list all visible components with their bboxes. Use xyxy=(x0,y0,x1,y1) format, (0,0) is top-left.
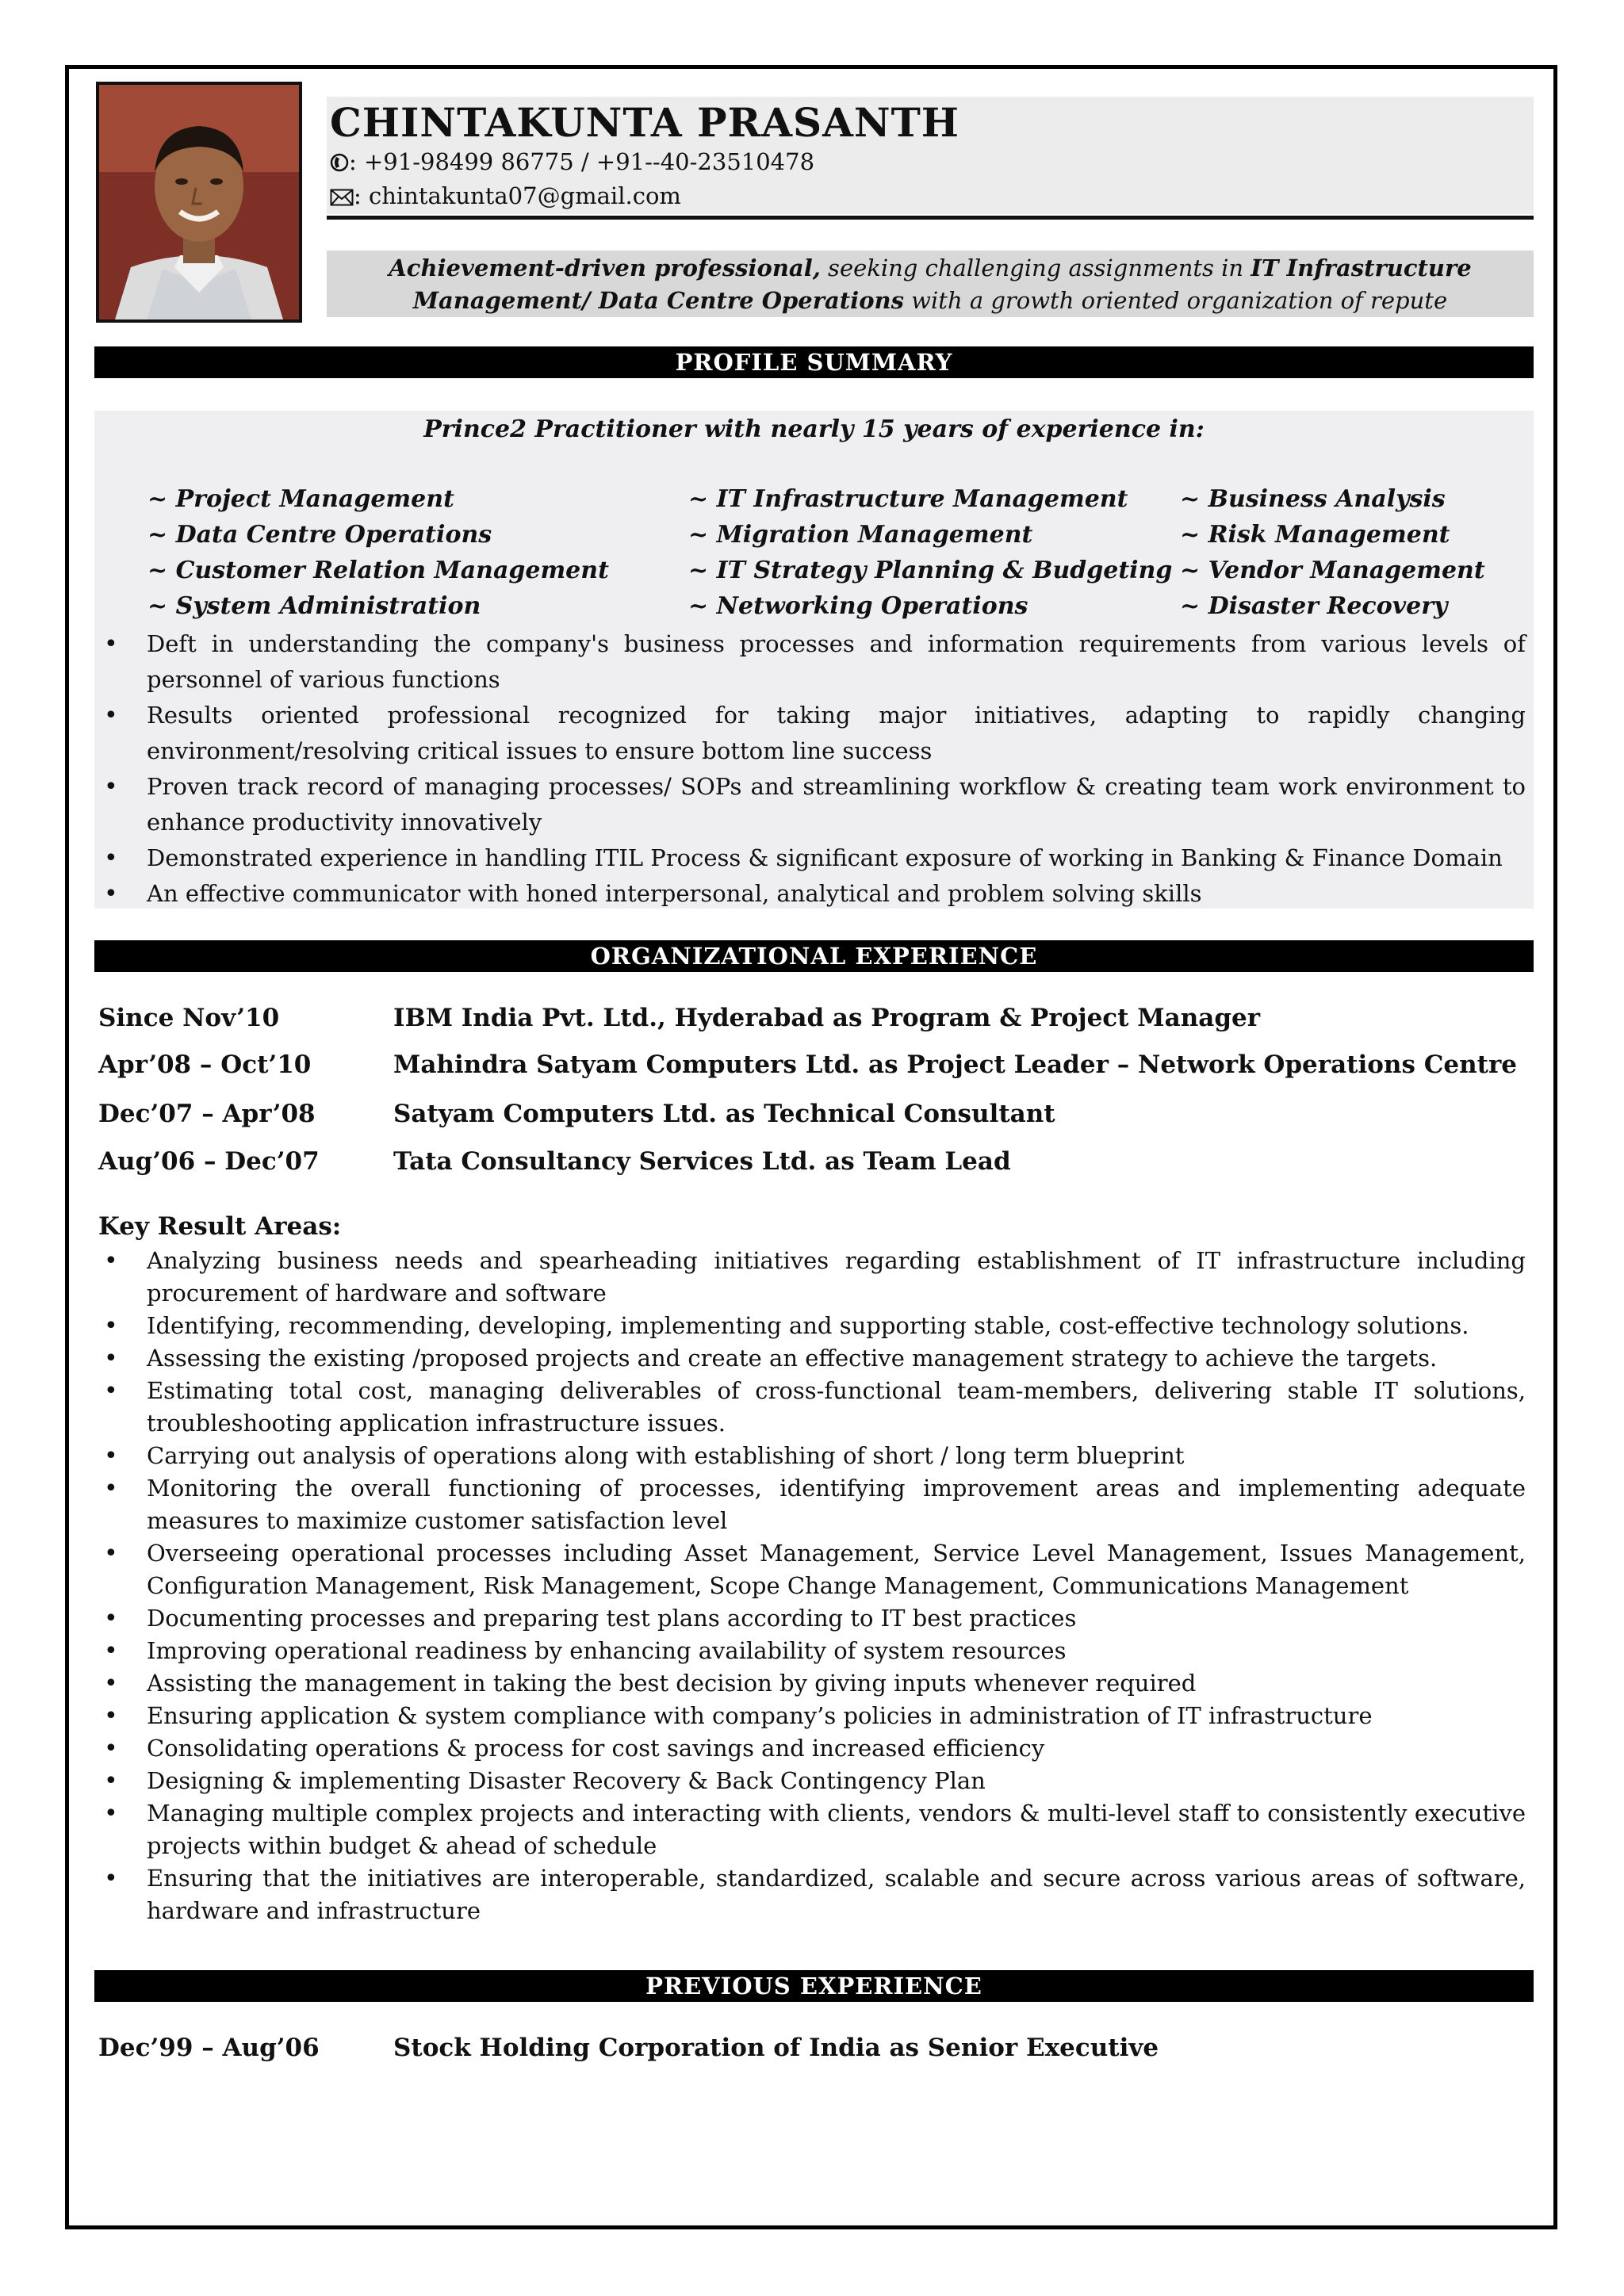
career-objective xyxy=(327,251,1534,317)
objective-text-2: with a growth oriented organization of repute xyxy=(903,287,1448,314)
profile-summary-bullets xyxy=(94,626,1534,912)
list-item: • Proven track record of managing processes/ SOPs and streamlining workflow & creating team work environment to enhance productivity innovatively xyxy=(94,769,1534,840)
experience-entry xyxy=(98,1050,1518,1079)
email-address[interactable]: : chintakunta07@gmail.com xyxy=(354,182,681,209)
list-item: • Assisting the management in taking the best decision by giving inputs whenever required xyxy=(94,1667,1534,1700)
objective-bold-3: Management/ Data Centre Operations xyxy=(412,287,904,314)
skill-item: ~ Project Management xyxy=(147,485,454,513)
skill-item: ~ Risk Management xyxy=(1180,521,1450,549)
experience-period: Since Nov’10 xyxy=(98,1004,280,1032)
experience-period: Aug’06 – Dec’07 xyxy=(98,1147,320,1176)
experience-role: Tata Consultancy Services Ltd. as Team Lead xyxy=(393,1147,1011,1176)
list-item: • Managing multiple complex projects and interacting with clients, vendors & multi-level staff to consistently executive projects within budget & ahead of schedule xyxy=(94,1797,1534,1862)
phone-icon xyxy=(330,151,349,178)
experience-period: Dec’07 – Apr’08 xyxy=(98,1100,316,1128)
objective-bold-2: IT Infrastructure xyxy=(1251,254,1472,281)
list-item: • Monitoring the overall functioning of processes, identifying improvement areas and implementing adequate measures to maximize customer satisfaction level xyxy=(94,1472,1534,1537)
envelope-icon xyxy=(330,185,354,212)
experience-period: Dec’99 – Aug’06 xyxy=(98,2034,320,2062)
list-item: • Consolidating operations & process for cost savings and increased efficiency xyxy=(94,1732,1534,1765)
profile-intro: Prince2 Practitioner with nearly 15 years of experience in: xyxy=(423,415,1205,443)
skill-item: ~ Customer Relation Management xyxy=(147,557,609,584)
skill-item: ~ IT Infrastructure Management xyxy=(688,485,1128,513)
experience-entry xyxy=(98,1004,1261,1032)
list-item: • Carrying out analysis of operations along with establishing of short / long term blueprint xyxy=(94,1440,1534,1472)
email-line xyxy=(330,182,681,212)
list-item: • Analyzing business needs and spearheading initiatives regarding establishment of IT infrastructure including procurement of hardware and software xyxy=(94,1245,1534,1310)
list-item: • Ensuring application & system compliance with company’s policies in administration of IT infrastructure xyxy=(94,1700,1534,1732)
skill-item: ~ System Administration xyxy=(147,592,481,620)
skill-item: ~ Networking Operations xyxy=(688,592,1028,620)
header-divider xyxy=(327,216,1534,220)
skill-item: ~ IT Strategy Planning & Budgeting xyxy=(688,557,1173,584)
key-result-areas-list xyxy=(94,1245,1534,1927)
profile-photo xyxy=(96,82,302,323)
list-item: • Demonstrated experience in handling ITIL Process & significant exposure of working in Banking & Finance Domain xyxy=(94,840,1534,876)
skill-item: ~ Vendor Management xyxy=(1180,557,1485,584)
objective-text-1: seeking challenging assignments in xyxy=(820,254,1251,281)
experience-entry xyxy=(98,1100,1055,1128)
list-item: • Assessing the existing /proposed projects and create an effective management strategy to achieve the targets. xyxy=(94,1342,1534,1375)
list-item: • Results oriented professional recognized for taking major initiatives, adapting to rapidly changing environment/resolving critical issues to ensure bottom line success xyxy=(94,698,1534,769)
list-item: • Ensuring that the initiatives are interoperable, standardized, scalable and secure across various areas of software, hardware and infrastructure xyxy=(94,1862,1534,1927)
list-item: • An effective communicator with honed interpersonal, analytical and problem solving skills xyxy=(94,876,1534,912)
skill-item: ~ Migration Management xyxy=(688,521,1033,549)
phone-line xyxy=(330,148,814,178)
section-header-profile-summary: PROFILE SUMMARY xyxy=(94,346,1534,378)
candidate-name: CHINTAKUNTA PRASANTH xyxy=(330,99,960,146)
experience-role: IBM India Pvt. Ltd., Hyderabad as Program & Project Manager xyxy=(393,1004,1261,1032)
list-item: • Identifying, recommending, developing, implementing and supporting stable, cost-effective technology solutions. xyxy=(94,1310,1534,1342)
list-item: • Deft in understanding the company's business processes and information requirements from various levels of personnel of various functions xyxy=(94,626,1534,698)
skill-item: ~ Business Analysis xyxy=(1180,485,1446,513)
objective-bold-1: Achievement-driven professional, xyxy=(389,254,821,281)
skill-item: ~ Disaster Recovery xyxy=(1180,592,1448,620)
section-header-previous-experience: PREVIOUS EXPERIENCE xyxy=(94,1970,1534,2002)
phone-numbers: : +91-98499 86775 / +91--40-23510478 xyxy=(349,148,815,175)
experience-role: Stock Holding Corporation of India as Senior Executive xyxy=(393,2034,1159,2062)
list-item: • Estimating total cost, managing deliverables of cross-functional team-members, delivering stable IT solutions, troubleshooting application infrastructure issues. xyxy=(94,1375,1534,1440)
list-item: • Improving operational readiness by enhancing availability of system resources xyxy=(94,1635,1534,1667)
skill-item: ~ Data Centre Operations xyxy=(147,521,492,549)
experience-role: Satyam Computers Ltd. as Technical Consultant xyxy=(393,1100,1055,1128)
experience-entry xyxy=(98,1147,1011,1176)
experience-role: Mahindra Satyam Computers Ltd. as Project Leader – Network Operations Centre xyxy=(393,1050,1518,1079)
section-header-organizational-experience: ORGANIZATIONAL EXPERIENCE xyxy=(94,940,1534,972)
list-item: • Documenting processes and preparing test plans according to IT best practices xyxy=(94,1602,1534,1635)
experience-entry xyxy=(98,2034,1159,2062)
list-item: • Designing & implementing Disaster Recovery & Back Contingency Plan xyxy=(94,1765,1534,1797)
key-result-areas-title: Key Result Areas: xyxy=(98,1212,342,1241)
experience-period: Apr’08 – Oct’10 xyxy=(98,1050,312,1079)
list-item: • Overseeing operational processes including Asset Management, Service Level Management, Issues Management, Configuration Management, Risk Management, Scope Change Management, Communications Management xyxy=(94,1537,1534,1602)
